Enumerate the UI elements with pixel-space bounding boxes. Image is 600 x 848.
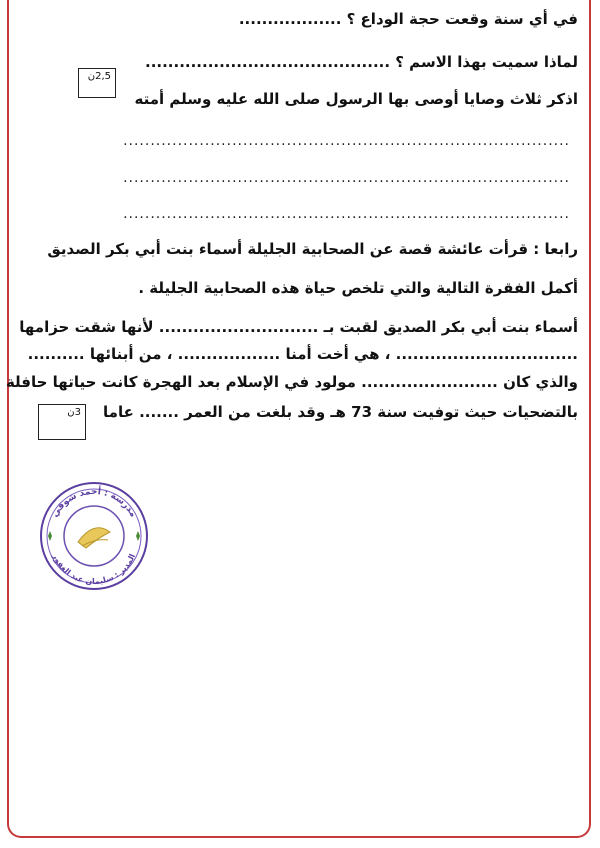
paragraph-line-4: بالتضحيات حيث توفيت سنة 73 هـ وقد بلغت من العمر ....... عاما xyxy=(103,403,578,421)
section4-heading: رابعا : قرأت عائشة قصة عن الصحابية الجليلة أسماء بنت أبي بكر الصديق xyxy=(47,240,578,258)
answer-line-3: .................................................................................. xyxy=(123,206,570,222)
svg-text:المدير : سليمان عبد الغفور: المدير : سليمان عبد الغفور xyxy=(50,552,138,587)
answer-line-1: .................................................................................. xyxy=(123,133,570,149)
paragraph-line-2: ................................ ، هي أخت أمنا .................. ، من أبنائها .......... xyxy=(27,345,578,363)
question-year: في أي سنة وقعت حجة الوداع ؟ .................. xyxy=(238,10,578,28)
question-name-reason: لماذا سميت بهذا الاسم ؟ ........................................... xyxy=(145,53,578,71)
school-stamp xyxy=(38,480,150,592)
score-box-2-5: 2,5ن xyxy=(78,68,116,98)
svg-text:مدرسة : أحمد شوقي: مدرسة : أحمد شوقي xyxy=(50,486,138,520)
score-box-3: 3ن xyxy=(38,404,86,440)
stamp-seal-icon xyxy=(38,480,150,592)
question-three-advices: اذكر ثلاث وصايا أوصى بها الرسول صلى الله عليه وسلم أمته xyxy=(134,90,578,108)
answer-line-2: .................................................................................. xyxy=(123,170,570,186)
paragraph-line-3: والذي كان ........................ مولود في الإسلام بعد الهجرة كانت حياتها حافلة xyxy=(5,373,578,391)
section4-instruction: أكمل الفقرة التالية والتي تلخص حياة هذه الصحابية الجليلة . xyxy=(138,279,578,297)
paragraph-line-1: أسماء بنت أبي بكر الصديق لقبت بـ ............................ لأنها شقت حزامها xyxy=(19,318,578,336)
